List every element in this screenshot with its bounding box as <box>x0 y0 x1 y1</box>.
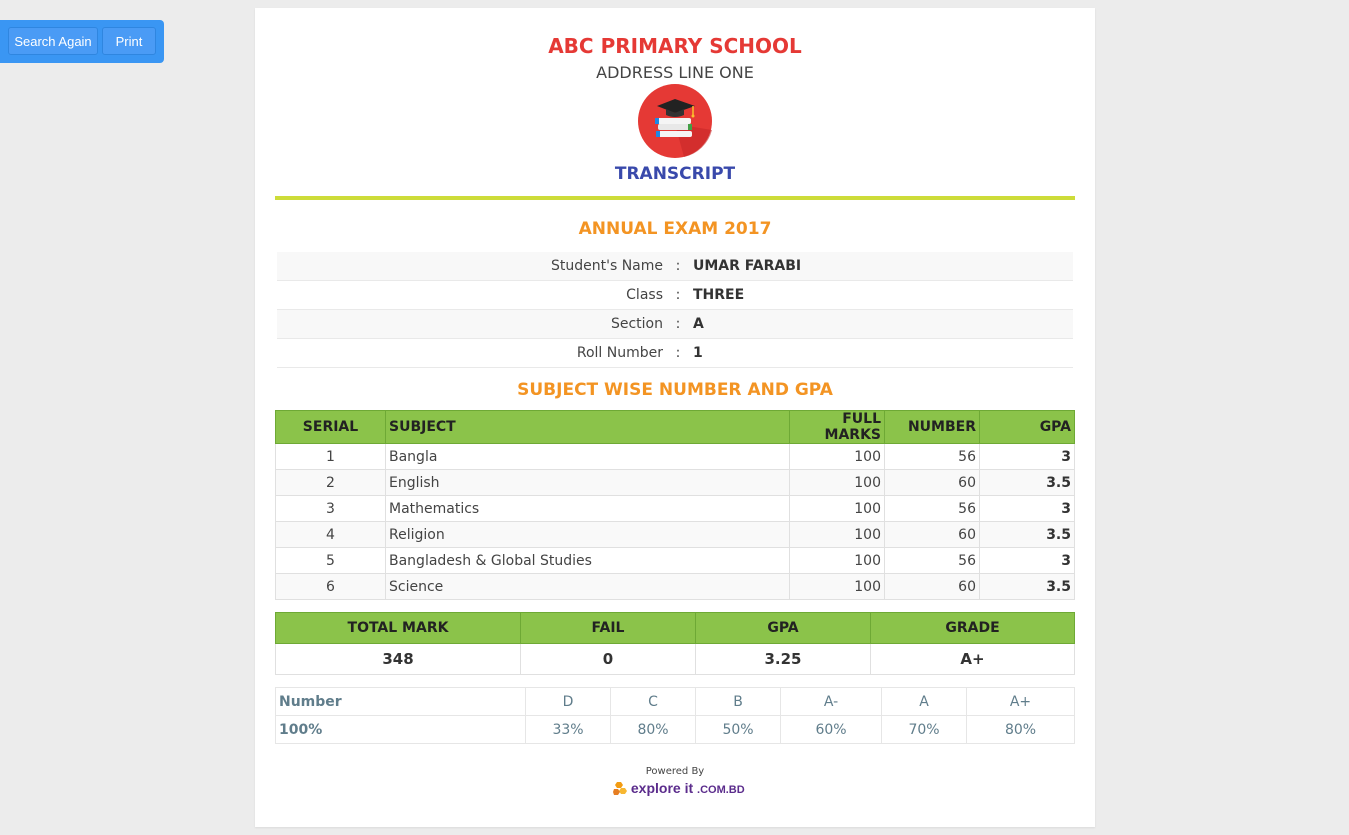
cell-subject: Religion <box>386 522 790 548</box>
info-label: Class <box>277 281 663 310</box>
table-row <box>276 574 1075 600</box>
info-row-roll <box>277 339 1073 368</box>
result-summary-table <box>275 612 1075 675</box>
student-roll: 1 <box>693 339 1073 368</box>
info-separator: : <box>663 281 693 310</box>
cell-gpa: 3.5 <box>980 522 1075 548</box>
col-subject: SUBJECT <box>386 411 790 444</box>
cell-full-marks: 100 <box>790 444 885 470</box>
school-logo-icon <box>638 84 712 158</box>
scale-header-cell: D <box>526 688 611 716</box>
gpa-value: 3.25 <box>696 644 871 675</box>
scale-header-cell: Number <box>276 688 526 716</box>
table-row <box>276 548 1075 574</box>
table-header-row <box>276 411 1075 444</box>
info-label: Roll Number <box>277 339 663 368</box>
cell-serial: 2 <box>276 470 386 496</box>
school-name: ABC PRIMARY SCHOOL <box>548 34 802 58</box>
scale-header-cell: A- <box>781 688 882 716</box>
info-separator: : <box>663 339 693 368</box>
cell-serial: 3 <box>276 496 386 522</box>
cell-serial: 5 <box>276 548 386 574</box>
student-info-table <box>277 252 1073 368</box>
cell-subject: English <box>386 470 790 496</box>
scale-header-cell: A+ <box>967 688 1075 716</box>
col-summary-gpa: GPA <box>696 613 871 644</box>
brand-word: explore it <box>630 780 694 796</box>
cell-subject: Mathematics <box>386 496 790 522</box>
table-row <box>276 470 1075 496</box>
print-button[interactable]: Print <box>102 27 156 55</box>
cell-serial: 6 <box>276 574 386 600</box>
cell-subject: Bangladesh & Global Studies <box>386 548 790 574</box>
cell-gpa: 3 <box>980 496 1075 522</box>
info-label: Section <box>277 310 663 339</box>
col-gpa: GPA <box>980 411 1075 444</box>
fail-value: 0 <box>521 644 696 675</box>
cell-full-marks: 100 <box>790 522 885 548</box>
col-total-mark: TOTAL MARK <box>276 613 521 644</box>
info-separator: : <box>663 310 693 339</box>
cell-number: 60 <box>885 574 980 600</box>
cell-gpa: 3 <box>980 444 1075 470</box>
summary-value-row <box>276 644 1075 675</box>
cell-serial: 1 <box>276 444 386 470</box>
transcript-sheet <box>255 8 1095 827</box>
scale-header-cell: A <box>882 688 967 716</box>
exam-title: ANNUAL EXAM 2017 <box>578 219 772 239</box>
col-fail: FAIL <box>521 613 696 644</box>
cell-full-marks: 100 <box>790 470 885 496</box>
total-mark-value: 348 <box>276 644 521 675</box>
scale-value-cell: 50% <box>696 716 781 744</box>
document-title: TRANSCRIPT <box>614 164 736 184</box>
subjects-table <box>275 410 1075 600</box>
cell-full-marks: 100 <box>790 496 885 522</box>
cell-serial: 4 <box>276 522 386 548</box>
brand-link[interactable] <box>613 780 745 802</box>
scale-header-cell: B <box>696 688 781 716</box>
summary-header-row <box>276 613 1075 644</box>
scale-header-cell: C <box>611 688 696 716</box>
cell-gpa: 3 <box>980 548 1075 574</box>
table-row <box>276 496 1075 522</box>
powered-by-text: Powered By <box>645 766 705 777</box>
search-again-button[interactable]: Search Again <box>8 27 98 55</box>
cell-number: 60 <box>885 522 980 548</box>
info-label: Student's Name <box>277 252 663 281</box>
cell-number: 60 <box>885 470 980 496</box>
table-row <box>276 444 1075 470</box>
scale-header-row <box>276 688 1075 716</box>
student-name: UMAR FARABI <box>693 252 1073 281</box>
cell-number: 56 <box>885 548 980 574</box>
info-separator: : <box>663 252 693 281</box>
cell-full-marks: 100 <box>790 548 885 574</box>
cell-subject: Science <box>386 574 790 600</box>
info-row-class <box>277 281 1073 310</box>
scale-value-cell: 80% <box>967 716 1075 744</box>
brand-domain: .COM.BD <box>697 784 745 796</box>
scale-value-row <box>276 716 1075 744</box>
cell-full-marks: 100 <box>790 574 885 600</box>
info-row-name <box>277 252 1073 281</box>
info-row-section <box>277 310 1073 339</box>
col-number: NUMBER <box>885 411 980 444</box>
scale-value-cell: 60% <box>781 716 882 744</box>
cell-number: 56 <box>885 496 980 522</box>
header-divider <box>275 196 1075 200</box>
col-serial: SERIAL <box>276 411 386 444</box>
table-row <box>276 522 1075 548</box>
grade-value: A+ <box>871 644 1075 675</box>
grade-scale-table <box>275 687 1075 744</box>
brand-hexagon-icon <box>613 781 627 797</box>
school-address: ADDRESS LINE ONE <box>596 63 754 82</box>
cell-gpa: 3.5 <box>980 574 1075 600</box>
subjects-title: SUBJECT WISE NUMBER AND GPA <box>517 380 833 400</box>
scale-value-cell: 80% <box>611 716 696 744</box>
col-grade: GRADE <box>871 613 1075 644</box>
action-toolbar <box>0 20 164 63</box>
scale-value-cell: 33% <box>526 716 611 744</box>
scale-value-cell: 70% <box>882 716 967 744</box>
cell-number: 56 <box>885 444 980 470</box>
cell-subject: Bangla <box>386 444 790 470</box>
student-section: A <box>693 310 1073 339</box>
student-class: THREE <box>693 281 1073 310</box>
cell-gpa: 3.5 <box>980 470 1075 496</box>
col-full-marks: FULL MARKS <box>790 411 885 444</box>
scale-value-cell: 100% <box>276 716 526 744</box>
